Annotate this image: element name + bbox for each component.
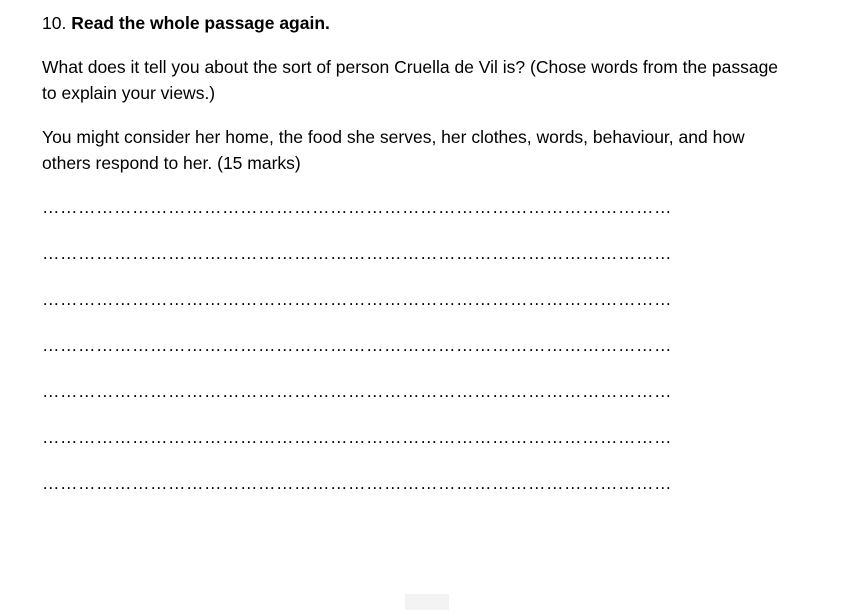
question-paragraph-2: You might consider her home, the food she serves, her clothes, words, behaviour, and how others respond to her. (15 marks) xyxy=(42,126,745,174)
answer-lines xyxy=(42,199,793,521)
answer-line[interactable]: …………………………………………………………………………………………… xyxy=(42,337,672,355)
answer-line[interactable]: …………………………………………………………………………………………… xyxy=(42,475,672,493)
answer-line[interactable]: …………………………………………………………………………………………… xyxy=(42,199,672,217)
answer-line[interactable]: …………………………………………………………………………………………… xyxy=(42,245,672,263)
question-paragraph-1: What does it tell you about the sort of person Cruella de Vil is? (Chose words from the passage to explain your views.) xyxy=(42,56,779,104)
question-number: 10. xyxy=(42,13,67,33)
answer-line[interactable]: …………………………………………………………………………………………… xyxy=(42,383,672,401)
page-footer-mark xyxy=(405,594,449,610)
answer-line[interactable]: …………………………………………………………………………………………… xyxy=(42,291,672,309)
question-title: Read the whole passage again. xyxy=(71,13,330,33)
answer-line[interactable]: …………………………………………………………………………………………… xyxy=(42,429,672,447)
question-heading xyxy=(42,12,793,36)
